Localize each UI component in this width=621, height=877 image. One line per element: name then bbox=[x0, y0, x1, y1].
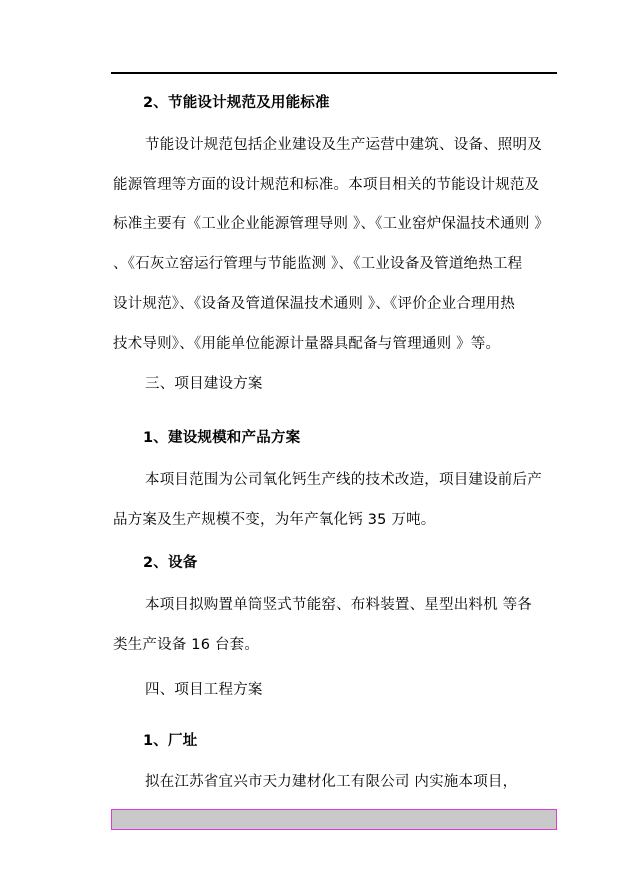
footer-bar bbox=[111, 809, 557, 830]
section-2-paragraph-line-5: 设计规范》、《设备及管道保温技术通则 》、《评价企业合理用热 bbox=[113, 296, 516, 312]
equipment-paragraph-line-1: 本项目拟购置单筒竖式节能窑、布料装置、星型出料机 等各 bbox=[145, 597, 533, 613]
equipment-paragraph-line-2: 类生产设备 16 台套。 bbox=[113, 637, 260, 653]
section-2-paragraph-line-4: 、《石灰立窑运行管理与节能监测 》、《工业设备及管道绝热工程 bbox=[113, 256, 523, 272]
chapter-3-heading: 三、项目建设方案 bbox=[145, 376, 263, 392]
section-2-paragraph-line-1: 节能设计规范包括企业建设及生产运营中建筑、设备、照明及 bbox=[145, 137, 542, 153]
section-2-paragraph-line-2: 能源管理等方面的设计规范和标准。本项目相关的节能设计规范及 bbox=[113, 177, 540, 193]
section-2-heading: 2、节能设计规范及用能标准 bbox=[143, 95, 330, 111]
chapter-4-heading: 四、项目工程方案 bbox=[145, 682, 263, 698]
scale-paragraph-line-1: 本项目范围为公司氧化钙生产线的技术改造，项目建设前后产 bbox=[145, 472, 542, 488]
scale-paragraph-line-2: 品方案及生产规模不变，为年产氧化钙 35 万吨。 bbox=[113, 512, 436, 528]
header-rule bbox=[111, 72, 557, 74]
section-2-paragraph-line-3: 标准主要有《工业企业能源管理导则 》、《工业窑炉保温技术通则 》 bbox=[113, 216, 550, 232]
site-heading: 1、厂址 bbox=[143, 733, 198, 749]
equipment-heading: 2、设备 bbox=[143, 555, 198, 571]
scale-heading: 1、建设规模和产品方案 bbox=[143, 430, 301, 446]
section-2-paragraph-line-6: 技术导则》、《用能单位能源计量器具配备与管理通则 》等。 bbox=[113, 336, 501, 352]
site-paragraph-line-1: 拟在江苏省宜兴市天力建材化工有限公司 内实施本项目， bbox=[145, 774, 518, 790]
